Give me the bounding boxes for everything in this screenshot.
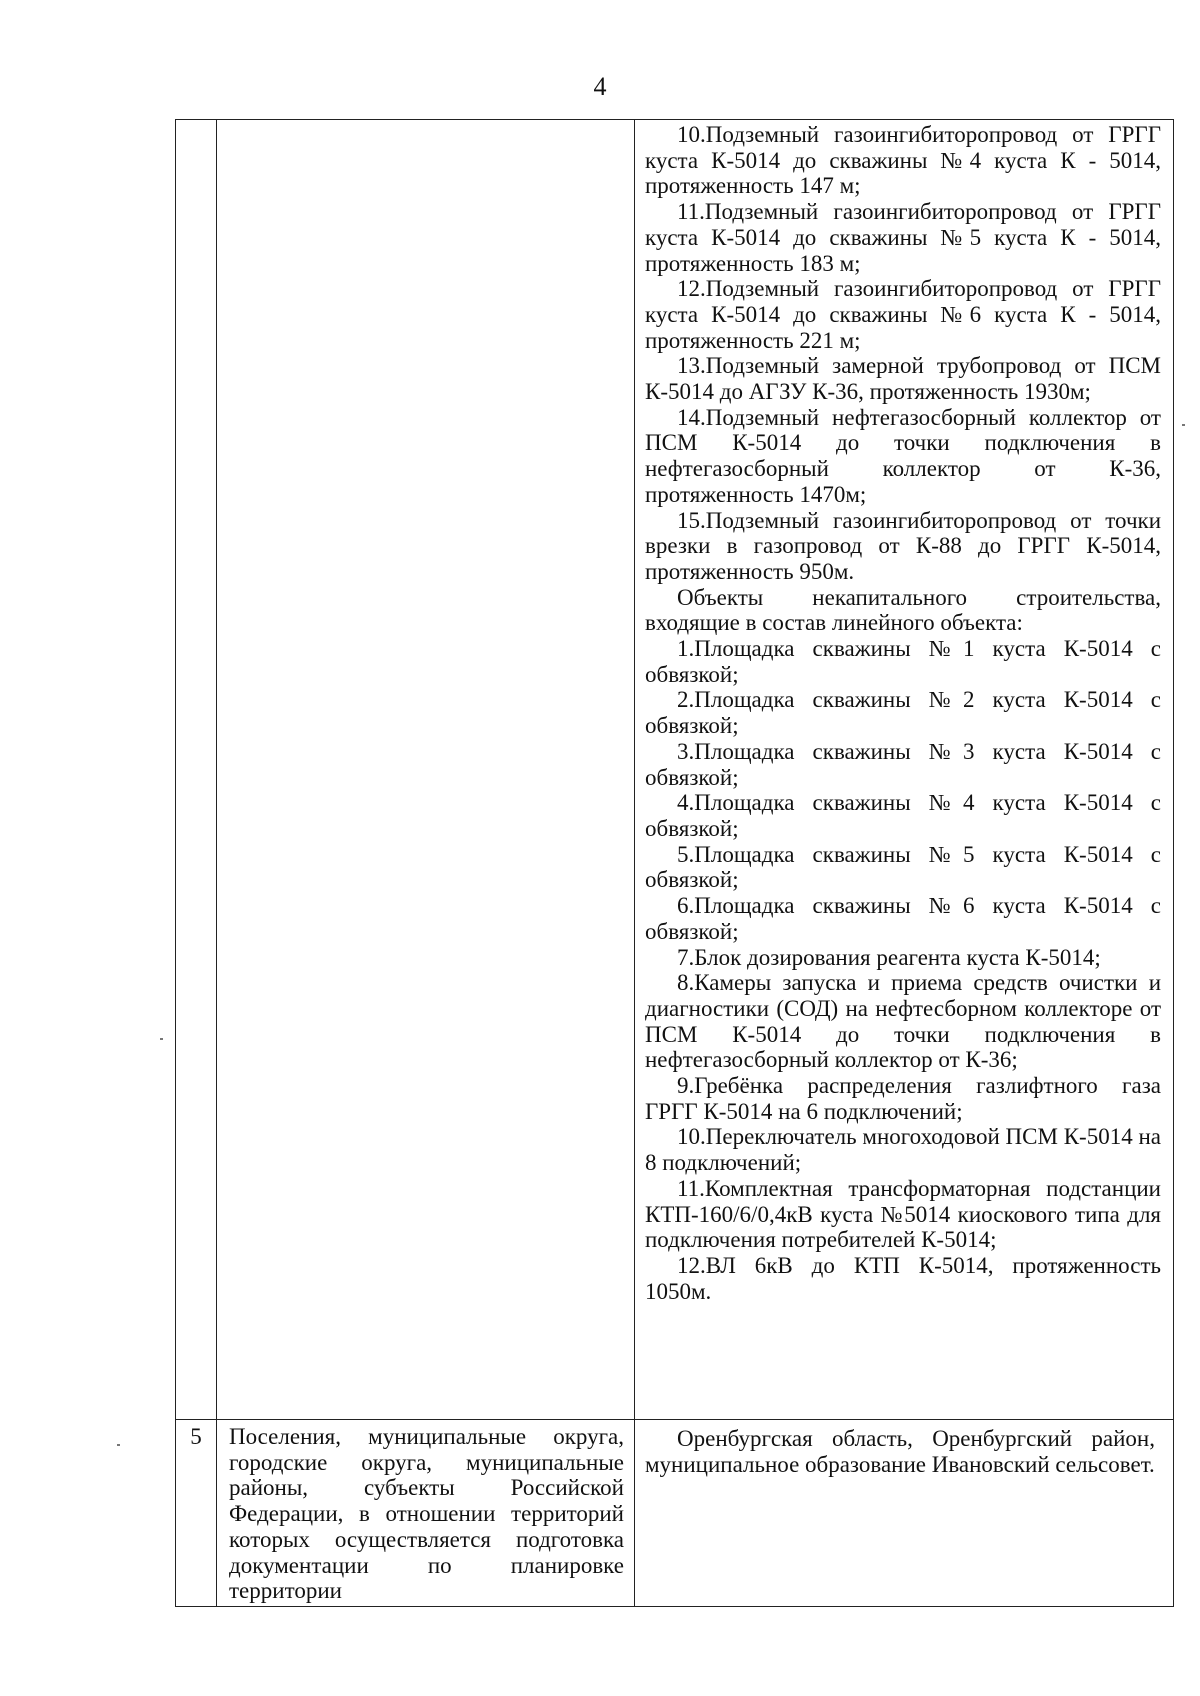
row-value-text: Оренбургская область, Оренбургский район, муниципальное образование Ивановский сельсовет. — [645, 1426, 1155, 1477]
list-item: 8.Камеры запуска и приема средств очистки и диагностики (СОД) на нефтесборном коллекторе от ПСМ К-5014 до точки подключения в нефтегазосборный коллектор от К-36; — [645, 970, 1161, 1073]
table-row — [176, 120, 1174, 1420]
list-item: 4.Площадка скважины №4 куста К-5014 с обвязкой; — [645, 790, 1161, 841]
row-label-cell — [217, 120, 635, 1420]
list-item: 12.Подземный газоингибиторопровод от ГРГГ куста К-5014 до скважины №6 куста К - 5014, протяженность 221 м; — [645, 276, 1161, 353]
row-label-text-end: территории — [229, 1578, 342, 1604]
row-label-cell — [217, 1420, 635, 1607]
list-item: 3.Площадка скважины №3 куста К-5014 с обвязкой; — [645, 738, 1161, 790]
table-row — [176, 1420, 1174, 1607]
list-item: 6.Площадка скважины №6 куста К-5014 с обвязкой; — [645, 893, 1161, 944]
scan-speck — [1182, 424, 1185, 426]
list-item: 2.Площадка скважины №2 куста К-5014 с обвязкой; — [645, 687, 1161, 739]
territory-table — [175, 119, 1174, 1607]
list-item: 5.Площадка скважины №5 куста К-5014 с обвязкой; — [645, 841, 1161, 893]
row-label-text: Поселения, муниципальные округа, городские округа, муниципальные районы, субъекты Российской Федерации, в отношении территорий которых осуществляется подготовка документации по планировке — [229, 1424, 624, 1578]
list-item: 13.Подземный замерной трубопровод от ПСМ К-5014 до АГЗУ К-36, протяженность 1930м; — [645, 353, 1161, 405]
list-item: 1.Площадка скважины №1 куста К-5014 с обвязкой; — [645, 636, 1161, 687]
page-number: 4 — [593, 72, 607, 101]
list-item: 9.Гребёнка распределения газлифтного газа ГРГГ К-5014 на 6 подключений; — [645, 1073, 1161, 1124]
list-item: 12.ВЛ 6кВ до КТП К-5014, протяженность 1050м. — [645, 1252, 1161, 1304]
row-number-cell: 5 — [176, 1420, 217, 1607]
list-item: 15.Подземный газоингибиторопровод от точки врезки в газопровод от К-88 до ГРГГ К-5014, протяженность 950м. — [645, 507, 1161, 584]
list-item: 7.Блок дозирования реагента куста К-5014; — [677, 944, 1101, 970]
list-item: 10.Переключатель многоходовой ПСМ К-5014 на 8 подключений; — [645, 1124, 1161, 1176]
list-heading: Объекты некапитального строительства, входящие в состав линейного объекта: — [645, 584, 1161, 636]
list-item: 10.Подземный газоингибиторопровод от ГРГГ куста К-5014 до скважины №4 куста К - 5014, протяженность 147 м; — [645, 122, 1161, 199]
row-value-cell — [635, 1420, 1174, 1607]
row-value-cell — [635, 120, 1174, 1420]
row-number-cell — [176, 120, 217, 1420]
list-item: 11.Комплектная трансформаторная подстанции КТП-160/6/0,4кВ куста №5014 киоскового типа для подключения потребителей К-5014; — [645, 1175, 1161, 1253]
scan-speck — [160, 1038, 163, 1040]
list-item: 14.Подземный нефтегазосборный коллектор от ПСМ К-5014 до точки подключения в нефтегазосборный коллектор от К-36, протяженность 1470м; — [645, 404, 1161, 507]
list-item: 11.Подземный газоингибиторопровод от ГРГГ куста К-5014 до скважины №5 куста К - 5014, протяженность 183 м; — [645, 199, 1161, 276]
scan-speck — [117, 1444, 120, 1446]
